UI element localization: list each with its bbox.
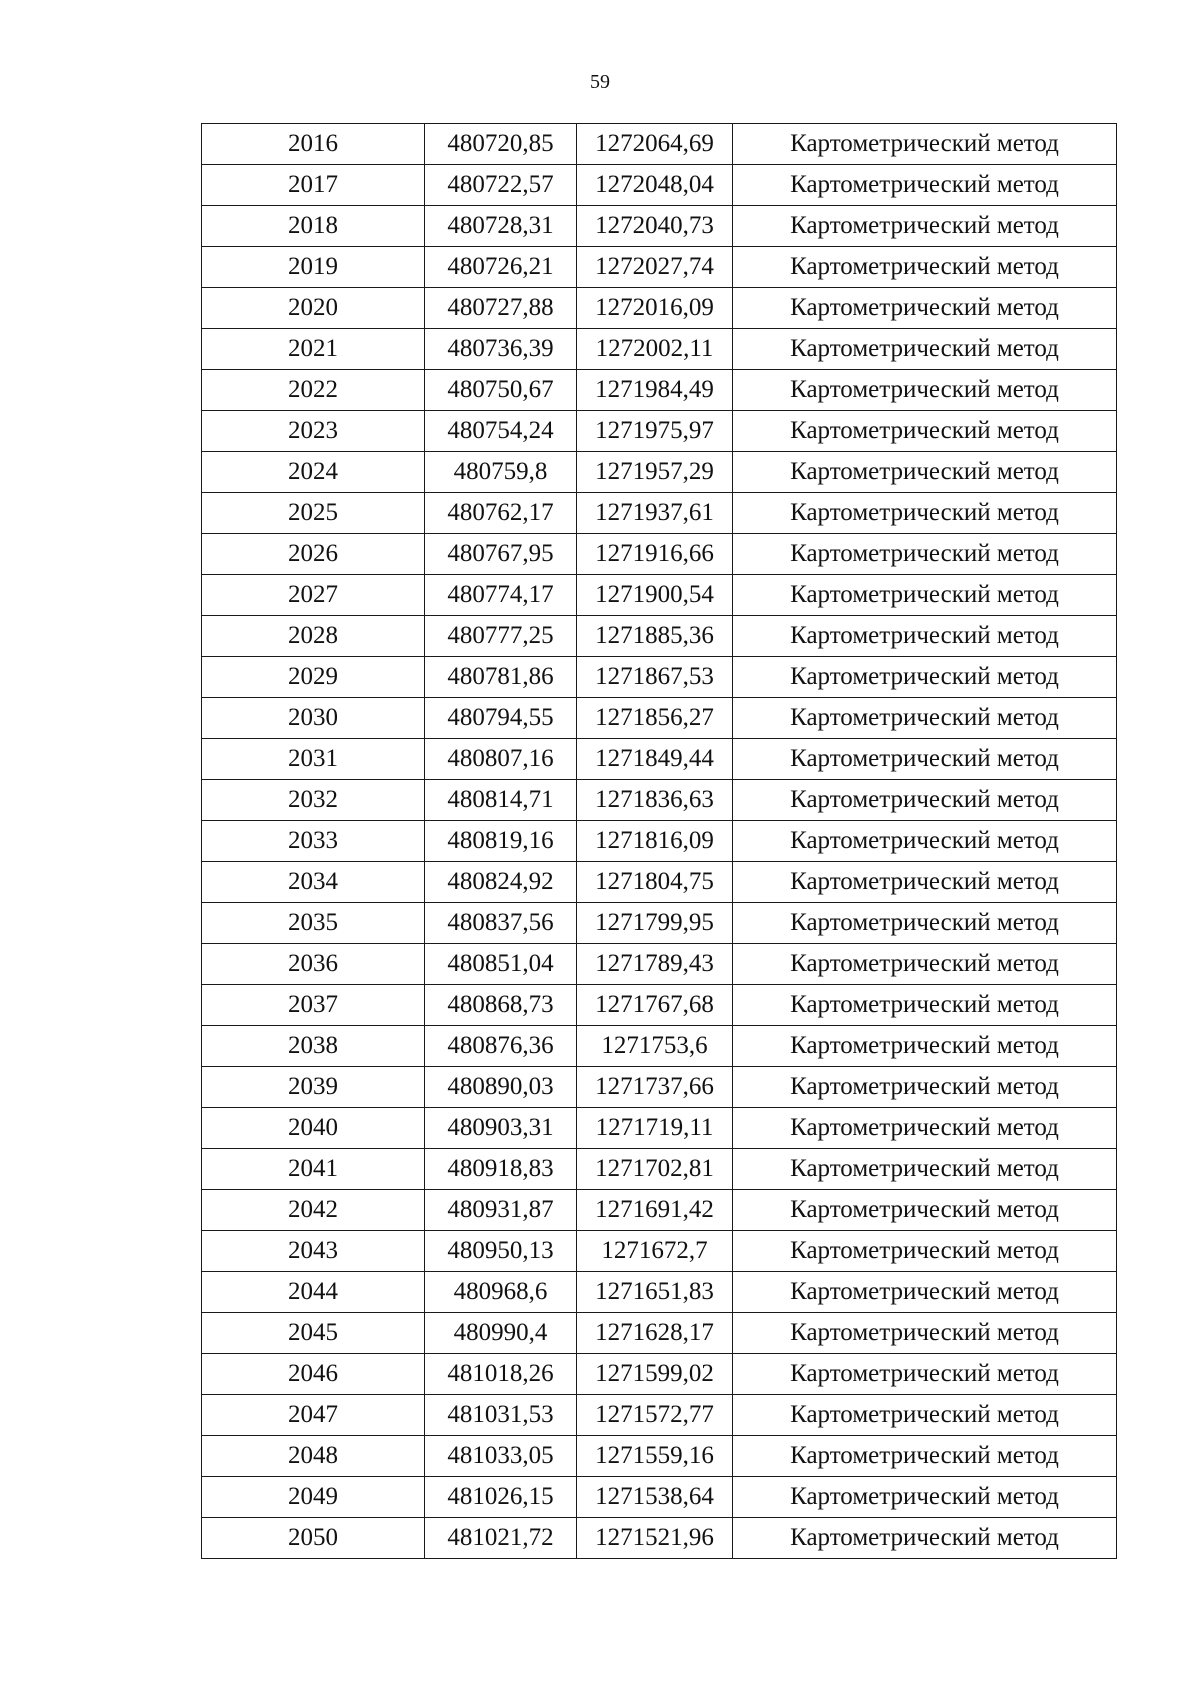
method-cell: Картометрический метод [733, 1026, 1117, 1067]
x-coordinate-cell: 480918,83 [425, 1149, 577, 1190]
x-coordinate-cell: 480890,03 [425, 1067, 577, 1108]
point-number-cell: 2040 [202, 1108, 425, 1149]
x-coordinate-cell: 480774,17 [425, 575, 577, 616]
table-row [202, 1272, 1117, 1313]
point-number-cell: 2047 [202, 1395, 425, 1436]
y-coordinate-cell: 1272040,73 [577, 206, 733, 247]
y-coordinate-cell: 1272016,09 [577, 288, 733, 329]
method-cell: Картометрический метод [733, 1477, 1117, 1518]
y-coordinate-cell: 1271867,53 [577, 657, 733, 698]
table-row [202, 165, 1117, 206]
table-row [202, 944, 1117, 985]
point-number-cell: 2022 [202, 370, 425, 411]
y-coordinate-cell: 1271719,11 [577, 1108, 733, 1149]
table-row [202, 780, 1117, 821]
table-row [202, 1190, 1117, 1231]
x-coordinate-cell: 480819,16 [425, 821, 577, 862]
point-number-cell: 2028 [202, 616, 425, 657]
x-coordinate-cell: 481026,15 [425, 1477, 577, 1518]
y-coordinate-cell: 1271599,02 [577, 1354, 733, 1395]
method-cell: Картометрический метод [733, 411, 1117, 452]
method-cell: Картометрический метод [733, 575, 1117, 616]
point-number-cell: 2038 [202, 1026, 425, 1067]
point-number-cell: 2026 [202, 534, 425, 575]
table-row [202, 452, 1117, 493]
y-coordinate-cell: 1271957,29 [577, 452, 733, 493]
y-coordinate-cell: 1271691,42 [577, 1190, 733, 1231]
method-cell: Картометрический метод [733, 370, 1117, 411]
x-coordinate-cell: 480824,92 [425, 862, 577, 903]
table-row [202, 1354, 1117, 1395]
table-row [202, 329, 1117, 370]
table-row [202, 739, 1117, 780]
method-cell: Картометрический метод [733, 821, 1117, 862]
y-coordinate-cell: 1271789,43 [577, 944, 733, 985]
x-coordinate-cell: 480837,56 [425, 903, 577, 944]
y-coordinate-cell: 1271737,66 [577, 1067, 733, 1108]
point-number-cell: 2041 [202, 1149, 425, 1190]
method-cell: Картометрический метод [733, 985, 1117, 1026]
y-coordinate-cell: 1271767,68 [577, 985, 733, 1026]
point-number-cell: 2034 [202, 862, 425, 903]
method-cell: Картометрический метод [733, 124, 1117, 165]
y-coordinate-cell: 1271538,64 [577, 1477, 733, 1518]
x-coordinate-cell: 480754,24 [425, 411, 577, 452]
x-coordinate-cell: 480781,86 [425, 657, 577, 698]
x-coordinate-cell: 480868,73 [425, 985, 577, 1026]
point-number-cell: 2050 [202, 1518, 425, 1559]
x-coordinate-cell: 481033,05 [425, 1436, 577, 1477]
method-cell: Картометрический метод [733, 206, 1117, 247]
x-coordinate-cell: 480814,71 [425, 780, 577, 821]
x-coordinate-cell: 480903,31 [425, 1108, 577, 1149]
x-coordinate-cell: 480794,55 [425, 698, 577, 739]
y-coordinate-cell: 1271799,95 [577, 903, 733, 944]
point-number-cell: 2046 [202, 1354, 425, 1395]
method-cell: Картометрический метод [733, 1313, 1117, 1354]
method-cell: Картометрический метод [733, 1190, 1117, 1231]
y-coordinate-cell: 1272048,04 [577, 165, 733, 206]
y-coordinate-cell: 1271937,61 [577, 493, 733, 534]
y-coordinate-cell: 1271572,77 [577, 1395, 733, 1436]
method-cell: Картометрический метод [733, 903, 1117, 944]
y-coordinate-cell: 1271900,54 [577, 575, 733, 616]
x-coordinate-cell: 480990,4 [425, 1313, 577, 1354]
table-row [202, 370, 1117, 411]
point-number-cell: 2017 [202, 165, 425, 206]
x-coordinate-cell: 480767,95 [425, 534, 577, 575]
table-row [202, 1518, 1117, 1559]
table-row [202, 903, 1117, 944]
y-coordinate-cell: 1271916,66 [577, 534, 733, 575]
table-row [202, 985, 1117, 1026]
method-cell: Картометрический метод [733, 288, 1117, 329]
table-row [202, 1108, 1117, 1149]
table-row [202, 124, 1117, 165]
table-row [202, 288, 1117, 329]
point-number-cell: 2030 [202, 698, 425, 739]
method-cell: Картометрический метод [733, 452, 1117, 493]
y-coordinate-cell: 1271975,97 [577, 411, 733, 452]
point-number-cell: 2027 [202, 575, 425, 616]
table-row [202, 1026, 1117, 1067]
y-coordinate-cell: 1271559,16 [577, 1436, 733, 1477]
method-cell: Картометрический метод [733, 1108, 1117, 1149]
x-coordinate-cell: 480762,17 [425, 493, 577, 534]
x-coordinate-cell: 480777,25 [425, 616, 577, 657]
x-coordinate-cell: 480728,31 [425, 206, 577, 247]
x-coordinate-cell: 480720,85 [425, 124, 577, 165]
point-number-cell: 2016 [202, 124, 425, 165]
y-coordinate-cell: 1271628,17 [577, 1313, 733, 1354]
point-number-cell: 2023 [202, 411, 425, 452]
coordinates-table-body [202, 124, 1117, 1559]
method-cell: Картометрический метод [733, 165, 1117, 206]
method-cell: Картометрический метод [733, 1395, 1117, 1436]
y-coordinate-cell: 1272027,74 [577, 247, 733, 288]
x-coordinate-cell: 480950,13 [425, 1231, 577, 1272]
coordinates-table [201, 123, 1117, 1559]
y-coordinate-cell: 1272064,69 [577, 124, 733, 165]
y-coordinate-cell: 1271984,49 [577, 370, 733, 411]
x-coordinate-cell: 481031,53 [425, 1395, 577, 1436]
point-number-cell: 2036 [202, 944, 425, 985]
method-cell: Картометрический метод [733, 1354, 1117, 1395]
y-coordinate-cell: 1271651,83 [577, 1272, 733, 1313]
method-cell: Картометрический метод [733, 944, 1117, 985]
method-cell: Картометрический метод [733, 739, 1117, 780]
y-coordinate-cell: 1271885,36 [577, 616, 733, 657]
method-cell: Картометрический метод [733, 1231, 1117, 1272]
table-row [202, 1149, 1117, 1190]
point-number-cell: 2031 [202, 739, 425, 780]
method-cell: Картометрический метод [733, 1149, 1117, 1190]
point-number-cell: 2035 [202, 903, 425, 944]
table-row [202, 821, 1117, 862]
point-number-cell: 2019 [202, 247, 425, 288]
y-coordinate-cell: 1272002,11 [577, 329, 733, 370]
method-cell: Картометрический метод [733, 862, 1117, 903]
x-coordinate-cell: 480727,88 [425, 288, 577, 329]
method-cell: Картометрический метод [733, 329, 1117, 370]
x-coordinate-cell: 480726,21 [425, 247, 577, 288]
table-row [202, 1313, 1117, 1354]
method-cell: Картометрический метод [733, 493, 1117, 534]
point-number-cell: 2020 [202, 288, 425, 329]
x-coordinate-cell: 481018,26 [425, 1354, 577, 1395]
point-number-cell: 2049 [202, 1477, 425, 1518]
table-row [202, 616, 1117, 657]
point-number-cell: 2044 [202, 1272, 425, 1313]
point-number-cell: 2021 [202, 329, 425, 370]
y-coordinate-cell: 1271753,6 [577, 1026, 733, 1067]
table-row [202, 862, 1117, 903]
table-row [202, 1395, 1117, 1436]
y-coordinate-cell: 1271816,09 [577, 821, 733, 862]
table-row [202, 1477, 1117, 1518]
point-number-cell: 2018 [202, 206, 425, 247]
point-number-cell: 2032 [202, 780, 425, 821]
y-coordinate-cell: 1271672,7 [577, 1231, 733, 1272]
x-coordinate-cell: 480876,36 [425, 1026, 577, 1067]
point-number-cell: 2045 [202, 1313, 425, 1354]
method-cell: Картометрический метод [733, 1518, 1117, 1559]
method-cell: Картометрический метод [733, 247, 1117, 288]
point-number-cell: 2039 [202, 1067, 425, 1108]
x-coordinate-cell: 481021,72 [425, 1518, 577, 1559]
y-coordinate-cell: 1271521,96 [577, 1518, 733, 1559]
x-coordinate-cell: 480759,8 [425, 452, 577, 493]
method-cell: Картометрический метод [733, 616, 1117, 657]
table-row [202, 493, 1117, 534]
point-number-cell: 2048 [202, 1436, 425, 1477]
table-row [202, 1436, 1117, 1477]
method-cell: Картометрический метод [733, 780, 1117, 821]
x-coordinate-cell: 480736,39 [425, 329, 577, 370]
method-cell: Картометрический метод [733, 1436, 1117, 1477]
table-row [202, 575, 1117, 616]
point-number-cell: 2024 [202, 452, 425, 493]
x-coordinate-cell: 480807,16 [425, 739, 577, 780]
x-coordinate-cell: 480931,87 [425, 1190, 577, 1231]
x-coordinate-cell: 480722,57 [425, 165, 577, 206]
y-coordinate-cell: 1271702,81 [577, 1149, 733, 1190]
y-coordinate-cell: 1271804,75 [577, 862, 733, 903]
table-row [202, 206, 1117, 247]
y-coordinate-cell: 1271836,63 [577, 780, 733, 821]
method-cell: Картометрический метод [733, 698, 1117, 739]
point-number-cell: 2043 [202, 1231, 425, 1272]
point-number-cell: 2037 [202, 985, 425, 1026]
method-cell: Картометрический метод [733, 534, 1117, 575]
page-number: 59 [590, 71, 610, 93]
method-cell: Картометрический метод [733, 1067, 1117, 1108]
point-number-cell: 2029 [202, 657, 425, 698]
x-coordinate-cell: 480851,04 [425, 944, 577, 985]
method-cell: Картометрический метод [733, 657, 1117, 698]
y-coordinate-cell: 1271849,44 [577, 739, 733, 780]
point-number-cell: 2033 [202, 821, 425, 862]
table-row [202, 698, 1117, 739]
method-cell: Картометрический метод [733, 1272, 1117, 1313]
table-row [202, 1231, 1117, 1272]
y-coordinate-cell: 1271856,27 [577, 698, 733, 739]
table-row [202, 247, 1117, 288]
table-row [202, 1067, 1117, 1108]
x-coordinate-cell: 480968,6 [425, 1272, 577, 1313]
point-number-cell: 2025 [202, 493, 425, 534]
table-row [202, 657, 1117, 698]
x-coordinate-cell: 480750,67 [425, 370, 577, 411]
table-row [202, 411, 1117, 452]
table-row [202, 534, 1117, 575]
point-number-cell: 2042 [202, 1190, 425, 1231]
